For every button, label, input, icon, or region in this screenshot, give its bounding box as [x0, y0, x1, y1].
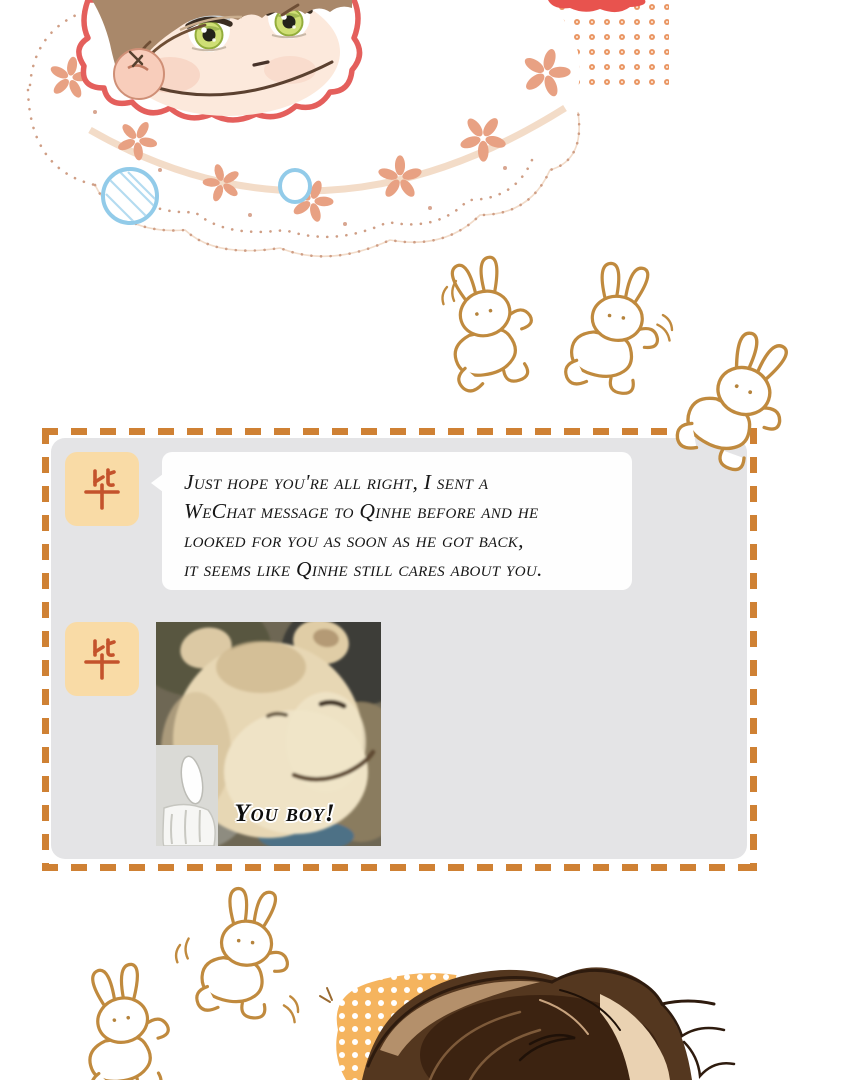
message-line: WeChat message to Qinhe before and he	[184, 499, 539, 523]
sparkle-marks	[320, 988, 332, 1002]
bunny-doodle	[672, 321, 805, 479]
bunny-doodle	[425, 249, 548, 398]
bunny-doodle	[564, 260, 665, 397]
message-line: Just hope you're all right, I sent a	[184, 470, 489, 494]
message-line: looked for you as soon as he got back,	[184, 528, 524, 552]
meme-caption: You boy!	[234, 800, 336, 827]
bottom-hair-decoration	[0, 960, 850, 1080]
motion-marks	[172, 939, 194, 963]
message-line: it seems like Qinhe still cares about you.	[184, 557, 543, 581]
